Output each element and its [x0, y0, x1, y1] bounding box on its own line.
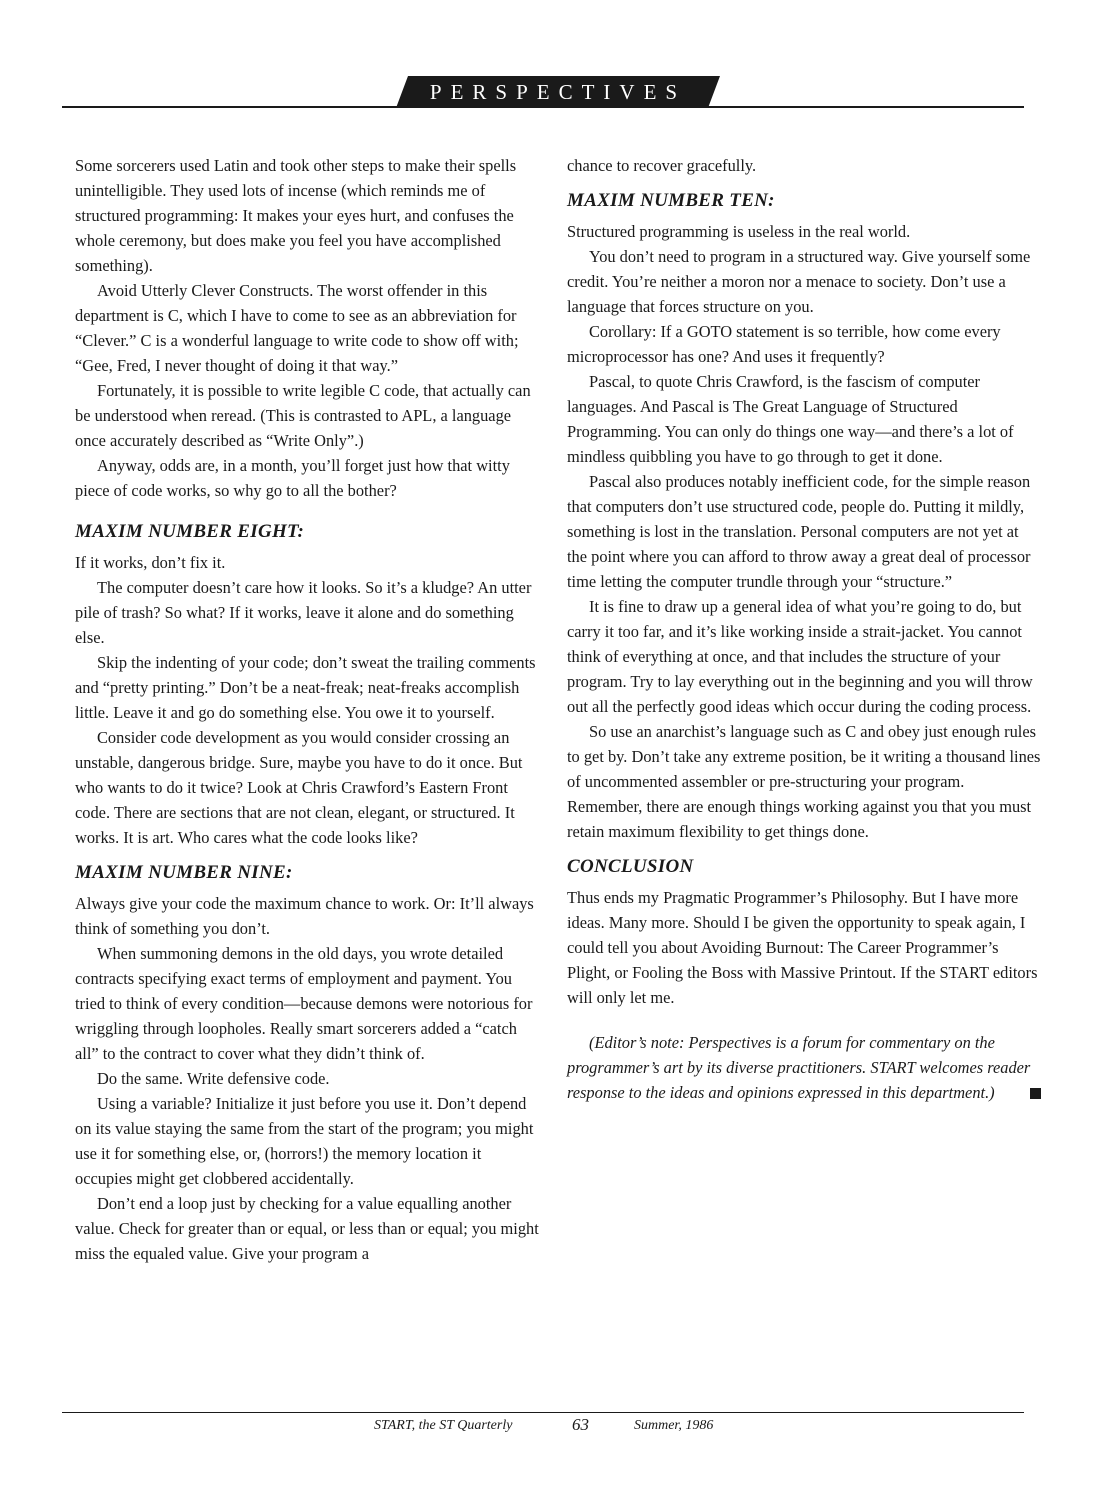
body-paragraph: Don’t end a loop just by checking for a value equalling another value. Check for greater than or equal, or less than or equal; you might miss the equaled value. Give your program a	[75, 1194, 539, 1263]
body-paragraph: You don’t need to program in a structured way. Give yourself some credit. You’re neither a moron nor a menace to society. Don’t use a language that forces structure on you.	[567, 247, 1031, 316]
maxim-nine-heading: MAXIM NUMBER NINE:	[75, 862, 293, 883]
left-column	[75, 153, 541, 1266]
body-paragraph: Corollary: If a GOTO statement is so terrible, how come every microprocessor has one? And uses it frequently?	[567, 322, 1001, 366]
end-of-article-mark	[1030, 1088, 1041, 1099]
body-paragraph: Skip the indenting of your code; don’t sweat the trailing comments and “pretty printing.” Don’t be a neat-freak; neat-freaks accomplish little. Leave it and go do something else. You owe it to yourself.	[75, 653, 536, 722]
editor-note-text: (Editor’s note: Perspectives is a forum for commentary on the programmer’s art by its diverse practitioners. START welcomes reader response to the ideas and opinions expressed in this department.)	[567, 1033, 1031, 1102]
body-paragraph: It is fine to draw up a general idea of what you’re going to do, but carry it too far, and it’s like working inside a strait-jacket. You cannot think of everything at once, and that includes the structure of your program. Try to lay everything out in the beginning and you will throw out all the perfectly good ideas which occur during the coding process.	[567, 597, 1033, 716]
body-paragraph: Always give your code the maximum chance to work. Or: It’ll always think of something you don’t.	[75, 894, 534, 938]
maxim-eight-heading: MAXIM NUMBER EIGHT:	[75, 521, 305, 542]
paragraph-spacer	[567, 1010, 1041, 1030]
body-paragraph: Avoid Utterly Clever Constructs. The worst offender in this department is C, which I have to come to see as an abbreviation for “Clever.” C is a wonderful language to write code to show off with; “Gee, Fred, I never thought of doing it that way.”	[75, 281, 519, 375]
body-paragraph: Consider code development as you would consider crossing an unstable, dangerous bridge. Sure, maybe you have to do it once. But who wants to do it twice? Look at Chris Crawford’s Eastern Front code. There are sections that are not clean, elegant, or structured. It works. It is art. Who cares what the code looks like?	[75, 728, 523, 847]
body-paragraph: Using a variable? Initialize it just before you use it. Don’t depend on its value staying the same from the start of the program; you might use it for something else, or, (horrors!) the memory location it occupies might get clobbered accidentally.	[75, 1094, 534, 1188]
right-column	[567, 153, 1041, 1105]
maxim-ten-heading: MAXIM NUMBER TEN:	[567, 190, 775, 211]
body-paragraph: When summoning demons in the old days, you wrote detailed contracts specifying exact terms of employment and payment. You tried to think of every condition—because demons were notorious for wriggling through loopholes. Really smart sorcerers added a “catch all” to the contract to cover what they didn’t think of.	[75, 944, 533, 1063]
body-paragraph: Anyway, odds are, in a month, you’ll forget just how that witty piece of code works, so why go to all the bother?	[75, 456, 510, 500]
body-paragraph: Pascal, to quote Chris Crawford, is the fascism of computer languages. And Pascal is The Great Language of Structured Programming. You can only do things one way—and there’s a lot of mindless quibbling you have to go through to get it done.	[567, 372, 1014, 466]
body-paragraph: The computer doesn’t care how it looks. So it’s a kludge? An utter pile of trash? So what? If it works, leave it alone and do something else.	[75, 578, 532, 647]
body-paragraph: Some sorcerers used Latin and took other steps to make their spells unintelligible. They used lots of incense (which reminds me of structured programming: It makes your eyes hurt, and confuses the whole ceremony, but does make you feel you have accomplished something).	[75, 156, 517, 275]
editor-note	[567, 1030, 1041, 1105]
body-paragraph: Thus ends my Pragmatic Programmer’s Philosophy. But I have more ideas. Many more. Should I be given the opportunity to speak again, I could tell you about Avoiding Burnout: The Career Programmer’s Plight, or Fooling the Boss with Massive Printout. If the START editors will only let me.	[567, 888, 1038, 1007]
body-paragraph: Structured programming is useless in the real world.	[567, 222, 911, 241]
body-paragraph: Pascal also produces notably inefficient code, for the simple reason that computers don’t use structured code, people do. Putting it mildly, something is lost in the translation. Personal computers are not yet at the point where you can afford to throw away a great deal of processor time letting the computer trundle through your “structure.”	[567, 472, 1031, 591]
body-paragraph: So use an anarchist’s language such as C and obey just enough rules to get by. Don’t take any extreme position, be it writing a thousand lines of uncommented assembler or pre-structuring your program. Remember, there are enough things working against you that you must retain maximum flexibility to get things done.	[567, 722, 1041, 841]
section-title: PERSPECTIVES	[429, 80, 687, 104]
issue-date: Summer, 1986	[634, 1418, 714, 1433]
body-paragraph: Fortunately, it is possible to write legible C code, that actually can be understood when reread. (This is contrasted to APL, a language once accurately described as “Write Only”.)	[75, 381, 531, 450]
publication-name: START, the ST Quarterly	[374, 1418, 513, 1433]
footer-rule	[62, 1412, 1024, 1413]
body-paragraph: Do the same. Write defensive code.	[97, 1069, 330, 1088]
conclusion-heading: CONCLUSION	[567, 856, 694, 877]
body-paragraph: If it works, don’t fix it.	[75, 553, 226, 572]
page-number: 63	[572, 1415, 589, 1434]
body-paragraph: chance to recover gracefully.	[567, 156, 757, 175]
